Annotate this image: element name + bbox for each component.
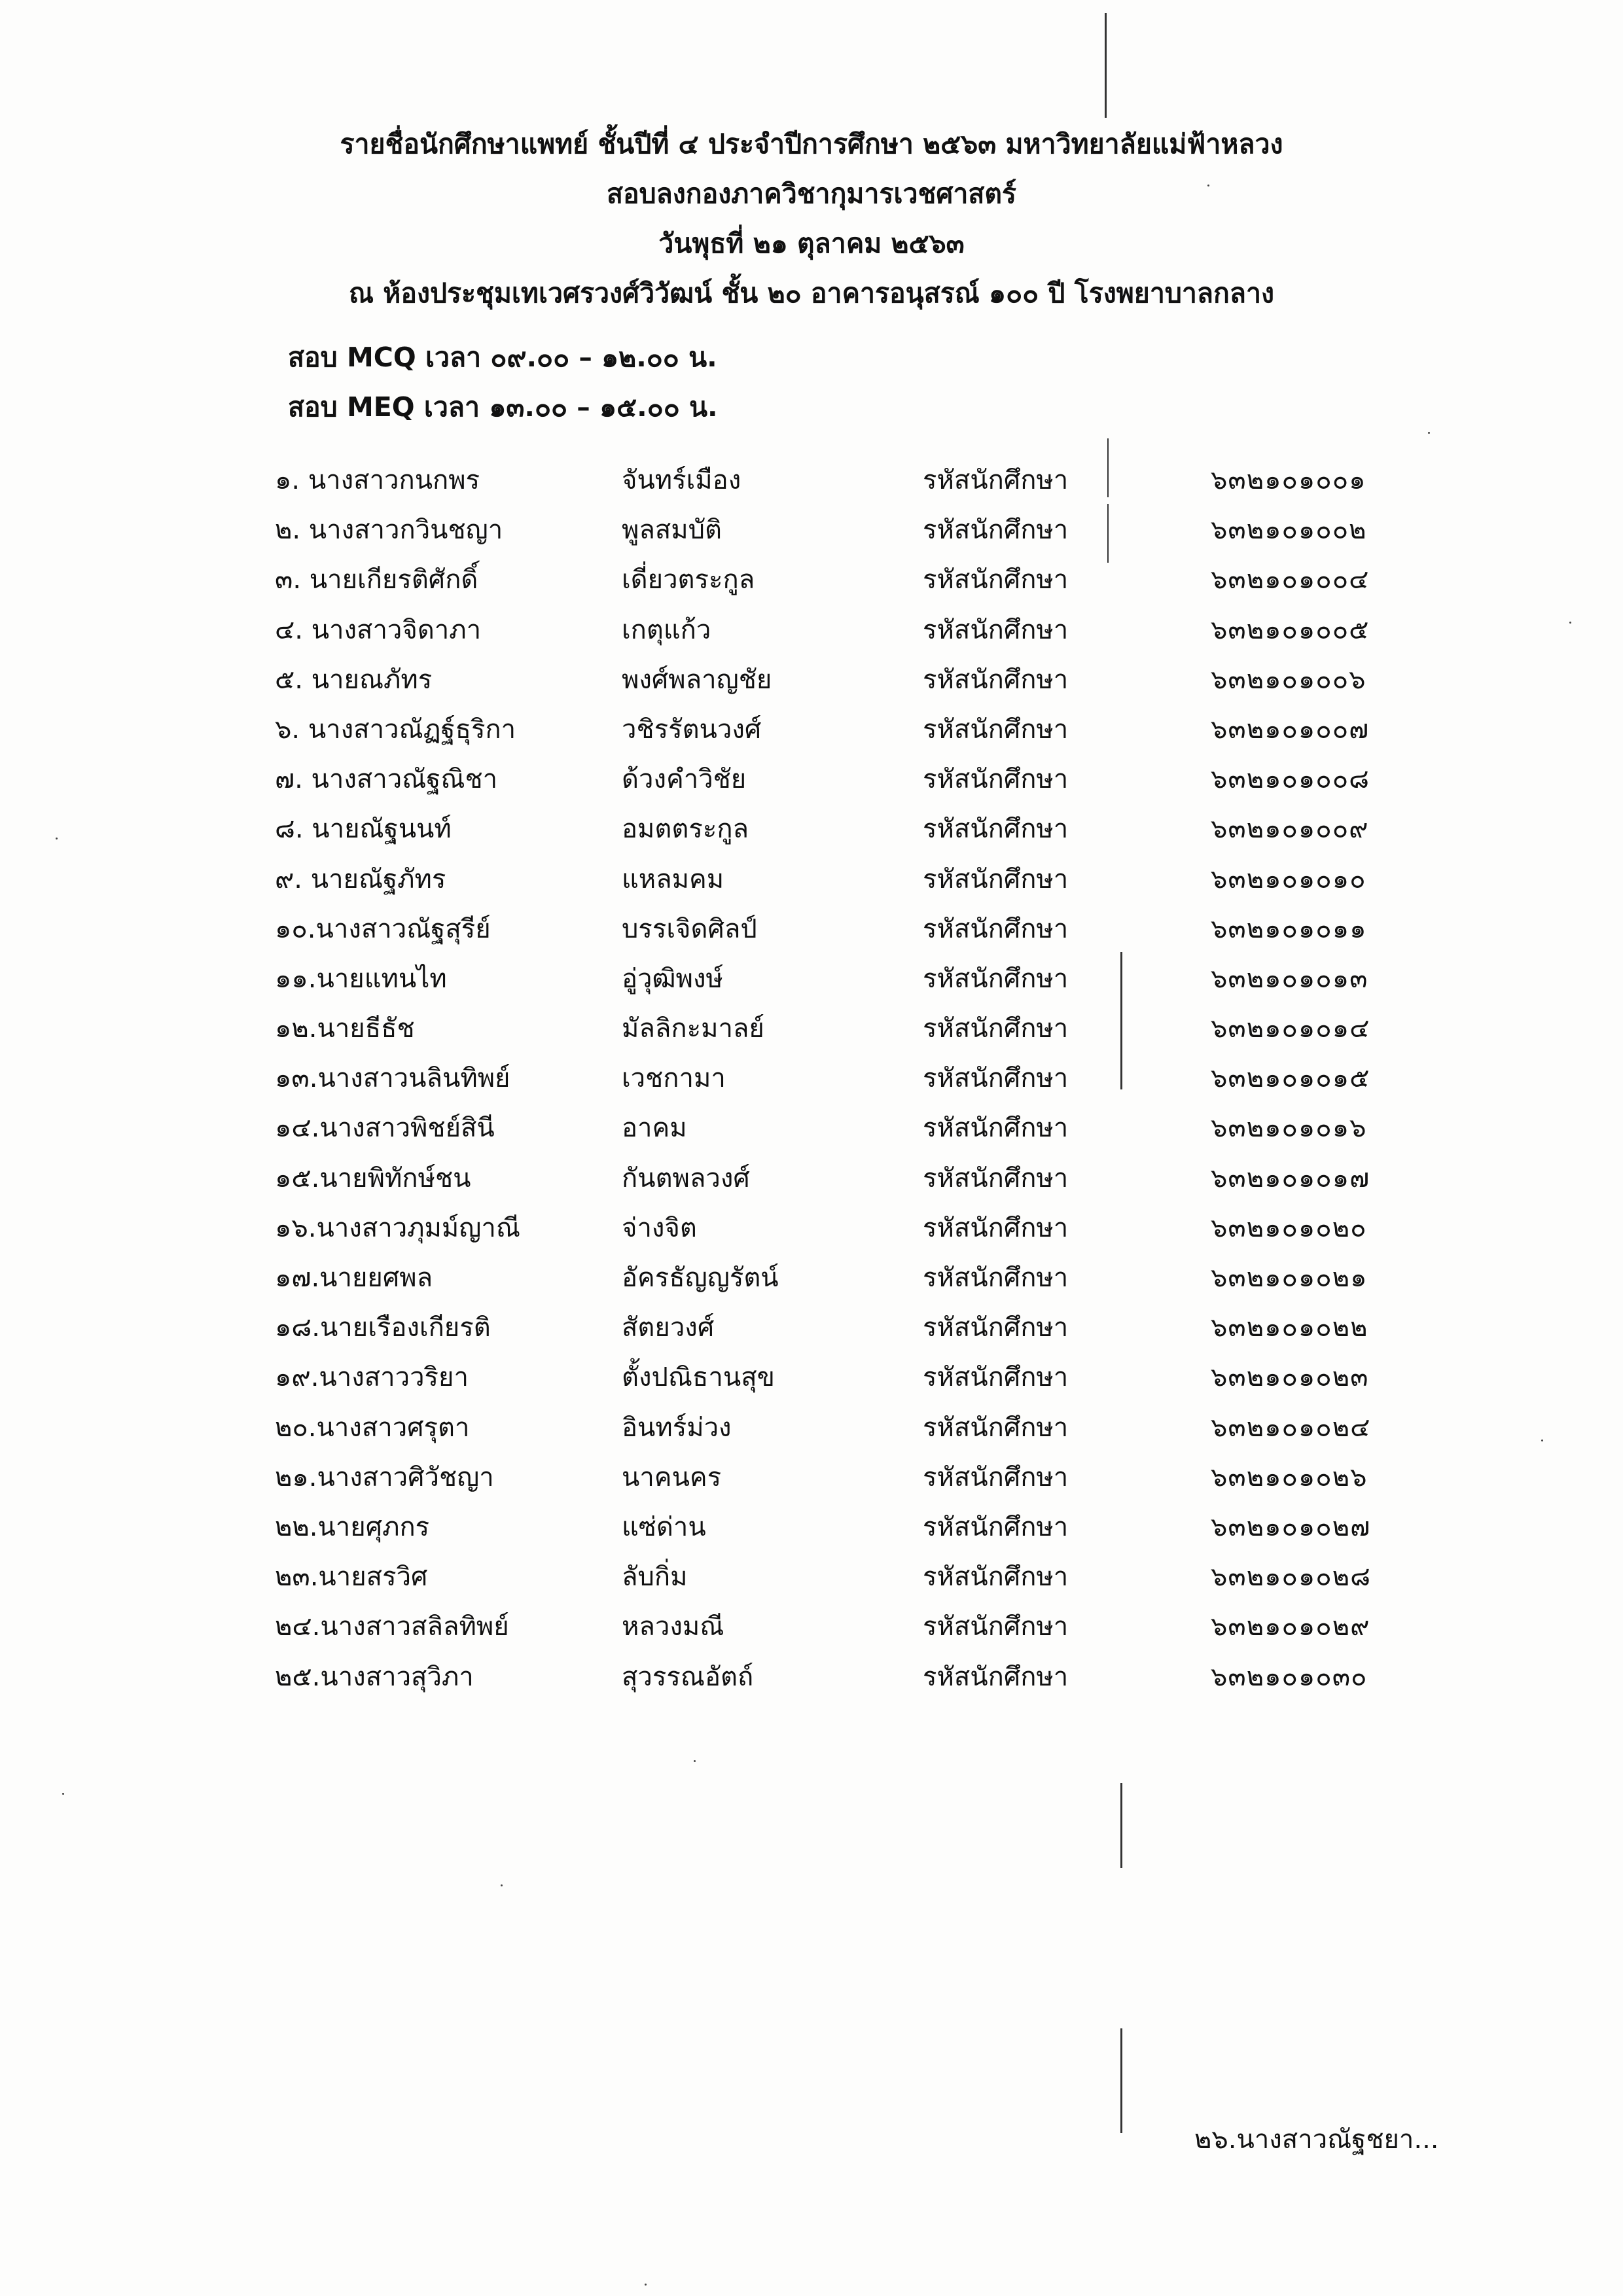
student-id-label: รหัสนักศึกษา <box>923 714 1069 745</box>
student-id: ๖๓๒๑๐๑๐๒๙ <box>1211 1612 1370 1642</box>
student-id-label: รหัสนักศึกษา <box>923 515 1069 546</box>
student-id-label: รหัสนักศึกษา <box>923 814 1069 845</box>
title-line-4: ณ ห้องประชุมเทเวศรวงศ์วิวัฒน์ ชั้น ๒๐ อาคารอนุสรณ์ ๑๐๐ ปี โรงพยาบาลกลาง <box>349 277 1274 309</box>
student-row <box>275 1103 1440 1153</box>
scan-line-mark <box>1107 504 1109 563</box>
title-line-1: รายชื่อนักศึกษาแพทย์ ชั้นปีที่ ๔ ประจำปีการศึกษา ๒๕๖๓ มหาวิทยาลัยแม่ฟ้าหลวง <box>340 128 1283 160</box>
student-id-label: รหัสนักศึกษา <box>923 664 1069 695</box>
student-surname: จันทร์เมือง <box>622 465 741 495</box>
student-name: ๑๑.นายแทนไท <box>275 963 447 994</box>
student-id-label: รหัสนักศึกษา <box>923 1612 1069 1642</box>
student-id: ๖๓๒๑๐๑๐๑๕ <box>1211 1063 1370 1094</box>
student-id-label: รหัสนักศึกษา <box>923 1313 1069 1343</box>
student-id: ๖๓๒๑๐๑๐๑๔ <box>1211 1014 1370 1044</box>
student-surname: กันตพลวงศ์ <box>622 1163 750 1193</box>
student-name: ๒๐.นางสาวศรุตา <box>275 1412 470 1443</box>
student-row <box>275 1552 1440 1602</box>
title-line-2: สอบลงกองภาควิชากุมารเวชศาสตร์ <box>606 178 1017 209</box>
student-name: ๒๒.นายศุภกร <box>275 1511 430 1542</box>
scan-speck <box>1428 432 1430 434</box>
student-id: ๖๓๒๑๐๑๐๑๐ <box>1211 864 1366 894</box>
student-name: ๓. นายเกียรติศักดิ์ <box>275 565 478 595</box>
scan-speck <box>694 1760 696 1762</box>
student-surname: เดี่ยวตระกูล <box>622 565 755 595</box>
student-row <box>275 904 1440 954</box>
student-name: ๑๕.นายพิทักษ์ชน <box>275 1163 471 1193</box>
student-name: ๑๓.นางสาวนลินทิพย์ <box>275 1063 510 1094</box>
student-id-label: รหัสนักศึกษา <box>923 963 1069 994</box>
student-id: ๖๓๒๑๐๑๐๐๗ <box>1211 714 1370 745</box>
student-row <box>275 555 1440 605</box>
student-row <box>275 705 1440 754</box>
student-surname: นาคนคร <box>622 1462 722 1492</box>
schedule-meq: สอบ MEQ เวลา ๑๓.๐๐ – ๑๕.๐๐ น. <box>288 391 718 423</box>
student-surname: พงศ์พลาญชัย <box>622 664 772 695</box>
scan-line-mark <box>1107 438 1109 497</box>
student-surname: อู่วุฒิพงษ์ <box>622 963 723 994</box>
student-row <box>275 1652 1440 1702</box>
student-id: ๖๓๒๑๐๑๐๒๔ <box>1211 1412 1371 1443</box>
student-id-label: รหัสนักศึกษา <box>923 1661 1069 1692</box>
student-name: ๑๙.นางสาววริยา <box>275 1362 469 1393</box>
student-name: ๕. นายณภัทร <box>275 664 433 695</box>
student-id: ๖๓๒๑๐๑๐๑๓ <box>1211 963 1368 994</box>
scan-speck <box>56 838 58 839</box>
student-id: ๖๓๒๑๐๑๐๒๒ <box>1211 1313 1368 1343</box>
student-id: ๖๓๒๑๐๑๐๐๒ <box>1211 515 1367 546</box>
student-row <box>275 1453 1440 1502</box>
student-row <box>275 855 1440 904</box>
student-id: ๖๓๒๑๐๑๐๐๔ <box>1211 565 1370 595</box>
student-surname: เกตุแก้ว <box>622 614 711 645</box>
student-surname: มัลลิกะมาลย์ <box>622 1014 764 1044</box>
student-name: ๑๐.นางสาวณัฐสุรีย์ <box>275 913 491 944</box>
student-id: ๖๓๒๑๐๑๐๓๐ <box>1211 1661 1368 1692</box>
student-name: ๒๕.นางสาวสุวิภา <box>275 1661 474 1692</box>
student-id-label: รหัสนักศึกษา <box>923 1412 1069 1443</box>
title-line-3: วันพุธที่ ๒๑ ตุลาคม ๒๕๖๓ <box>658 228 965 259</box>
student-surname: ด้วงคำวิชัย <box>622 764 747 795</box>
student-row <box>275 655 1440 705</box>
student-row <box>275 1053 1440 1103</box>
student-id: ๖๓๒๑๐๑๐๐๑ <box>1211 465 1366 495</box>
student-surname: บรรเจิดศิลป์ <box>622 913 757 944</box>
scan-line-mark <box>1120 952 1122 1089</box>
student-surname: เวชกามา <box>622 1063 726 1094</box>
student-name: ๔. นางสาวจิดาภา <box>275 614 482 645</box>
student-id-label: รหัสนักศึกษา <box>923 1212 1069 1243</box>
student-surname: หลวงมณี <box>622 1612 724 1642</box>
student-list <box>275 455 1440 1702</box>
student-id-label: รหัสนักศึกษา <box>923 1462 1069 1492</box>
student-id: ๖๓๒๑๐๑๐๑๖ <box>1211 1113 1367 1144</box>
scan-line-mark <box>1120 2028 1122 2133</box>
student-id: ๖๓๒๑๐๑๐๐๖ <box>1211 664 1366 695</box>
student-row <box>275 505 1440 555</box>
student-name: ๑๗.นายยศพล <box>275 1263 433 1293</box>
scan-speck <box>62 1793 64 1795</box>
student-id-label: รหัสนักศึกษา <box>923 913 1069 944</box>
schedule-mcq: สอบ MCQ เวลา ๐๙.๐๐ – ๑๒.๐๐ น. <box>288 342 717 373</box>
student-id: ๖๓๒๑๐๑๐๑๗ <box>1211 1163 1370 1193</box>
student-name: ๑. นางสาวกนกพร <box>275 465 480 495</box>
student-surname: พูลสมบัติ <box>622 515 722 546</box>
student-id-label: รหัสนักศึกษา <box>923 1362 1069 1393</box>
student-id: ๖๓๒๑๐๑๐๑๑ <box>1211 913 1367 944</box>
student-row <box>275 804 1440 854</box>
student-name: ๒๔.นางสาวสลิลทิพย์ <box>275 1612 509 1642</box>
student-row <box>275 1502 1440 1552</box>
scan-speck <box>501 1884 503 1886</box>
student-id-label: รหัสนักศึกษา <box>923 1113 1069 1144</box>
student-name: ๘. นายณัฐนนท์ <box>275 814 452 845</box>
student-surname: อาคม <box>622 1113 687 1144</box>
document-title <box>0 119 1623 318</box>
student-row <box>275 605 1440 655</box>
student-row <box>275 1203 1440 1253</box>
student-name: ๗. นางสาวณัฐณิชา <box>275 764 498 795</box>
student-id: ๖๓๒๑๐๑๐๐๙ <box>1211 814 1369 845</box>
student-id-label: รหัสนักศึกษา <box>923 1063 1069 1094</box>
student-row <box>275 1154 1440 1203</box>
student-name: ๑๔.นางสาวพิชย์สินี <box>275 1113 495 1144</box>
student-id: ๖๓๒๑๐๑๐๒๘ <box>1211 1562 1371 1593</box>
student-name: ๒๓.นายสรวิศ <box>275 1562 428 1593</box>
student-id-label: รหัสนักศึกษา <box>923 1562 1069 1593</box>
student-id-label: รหัสนักศึกษา <box>923 1263 1069 1293</box>
scan-speck <box>1569 622 1571 624</box>
student-row <box>275 1303 1440 1352</box>
scan-speck <box>1207 185 1209 186</box>
student-surname: สัตยวงศ์ <box>622 1313 715 1343</box>
student-row <box>275 1602 1440 1651</box>
student-name: ๑๒.นายธีธัช <box>275 1014 415 1044</box>
student-id-label: รหัสนักศึกษา <box>923 764 1069 795</box>
student-name: ๑๘.นายเรืองเกียรติ <box>275 1313 491 1343</box>
student-row <box>275 1004 1440 1053</box>
student-surname: จ่างจิต <box>622 1212 697 1243</box>
student-id-label: รหัสนักศึกษา <box>923 465 1069 495</box>
student-row <box>275 1253 1440 1303</box>
student-surname: แหลมคม <box>622 864 724 894</box>
student-row <box>275 1403 1440 1453</box>
student-row <box>275 1352 1440 1402</box>
student-id: ๖๓๒๑๐๑๐๒๑ <box>1211 1263 1368 1293</box>
student-id: ๖๓๒๑๐๑๐๐๕ <box>1211 614 1370 645</box>
student-row <box>275 455 1440 505</box>
student-id: ๖๓๒๑๐๑๐๒๖ <box>1211 1462 1368 1492</box>
student-surname: ตั้งปณิธานสุข <box>622 1362 775 1393</box>
student-id: ๖๓๒๑๐๑๐๐๘ <box>1211 764 1370 795</box>
student-name: ๒. นางสาวกวินชญา <box>275 515 503 546</box>
student-surname: ลับกิ่ม <box>622 1562 688 1593</box>
student-id-label: รหัสนักศึกษา <box>923 864 1069 894</box>
scan-speck <box>1541 1439 1543 1441</box>
student-id-label: รหัสนักศึกษา <box>923 565 1069 595</box>
student-surname: วชิรรัตนวงศ์ <box>622 714 762 745</box>
scan-speck <box>645 2284 647 2286</box>
scan-line-mark <box>1105 13 1107 118</box>
student-id-label: รหัสนักศึกษา <box>923 614 1069 645</box>
student-id: ๖๓๒๑๐๑๐๒๓ <box>1211 1362 1369 1393</box>
student-id: ๖๓๒๑๐๑๐๒๐ <box>1211 1212 1367 1243</box>
student-id-label: รหัสนักศึกษา <box>923 1163 1069 1193</box>
student-surname: อัครธัญญรัตน์ <box>622 1263 779 1293</box>
student-id-label: รหัสนักศึกษา <box>923 1014 1069 1044</box>
student-name: ๒๑.นางสาวศิวัชญา <box>275 1462 494 1492</box>
student-name: ๙. นายณัฐภัทร <box>275 864 446 894</box>
exam-schedule <box>288 332 1204 432</box>
student-name: ๖. นางสาวณัฏฐ์ธุริกา <box>275 714 516 745</box>
student-id: ๖๓๒๑๐๑๐๒๗ <box>1211 1511 1371 1542</box>
student-surname: อินทร์ม่วง <box>622 1412 732 1443</box>
continuation-note: ๒๖.นางสาวณัฐชยา... <box>1194 2125 1439 2155</box>
student-row <box>275 754 1440 804</box>
student-surname: สุวรรณอัตถ์ <box>622 1661 754 1692</box>
scan-line-mark <box>1120 1783 1122 1868</box>
student-surname: แซ่ด่าน <box>622 1511 706 1542</box>
student-id-label: รหัสนักศึกษา <box>923 1511 1069 1542</box>
student-surname: อมตตระกูล <box>622 814 749 845</box>
student-row <box>275 954 1440 1004</box>
student-name: ๑๖.นางสาวภุมม์ญาณี <box>275 1212 520 1243</box>
